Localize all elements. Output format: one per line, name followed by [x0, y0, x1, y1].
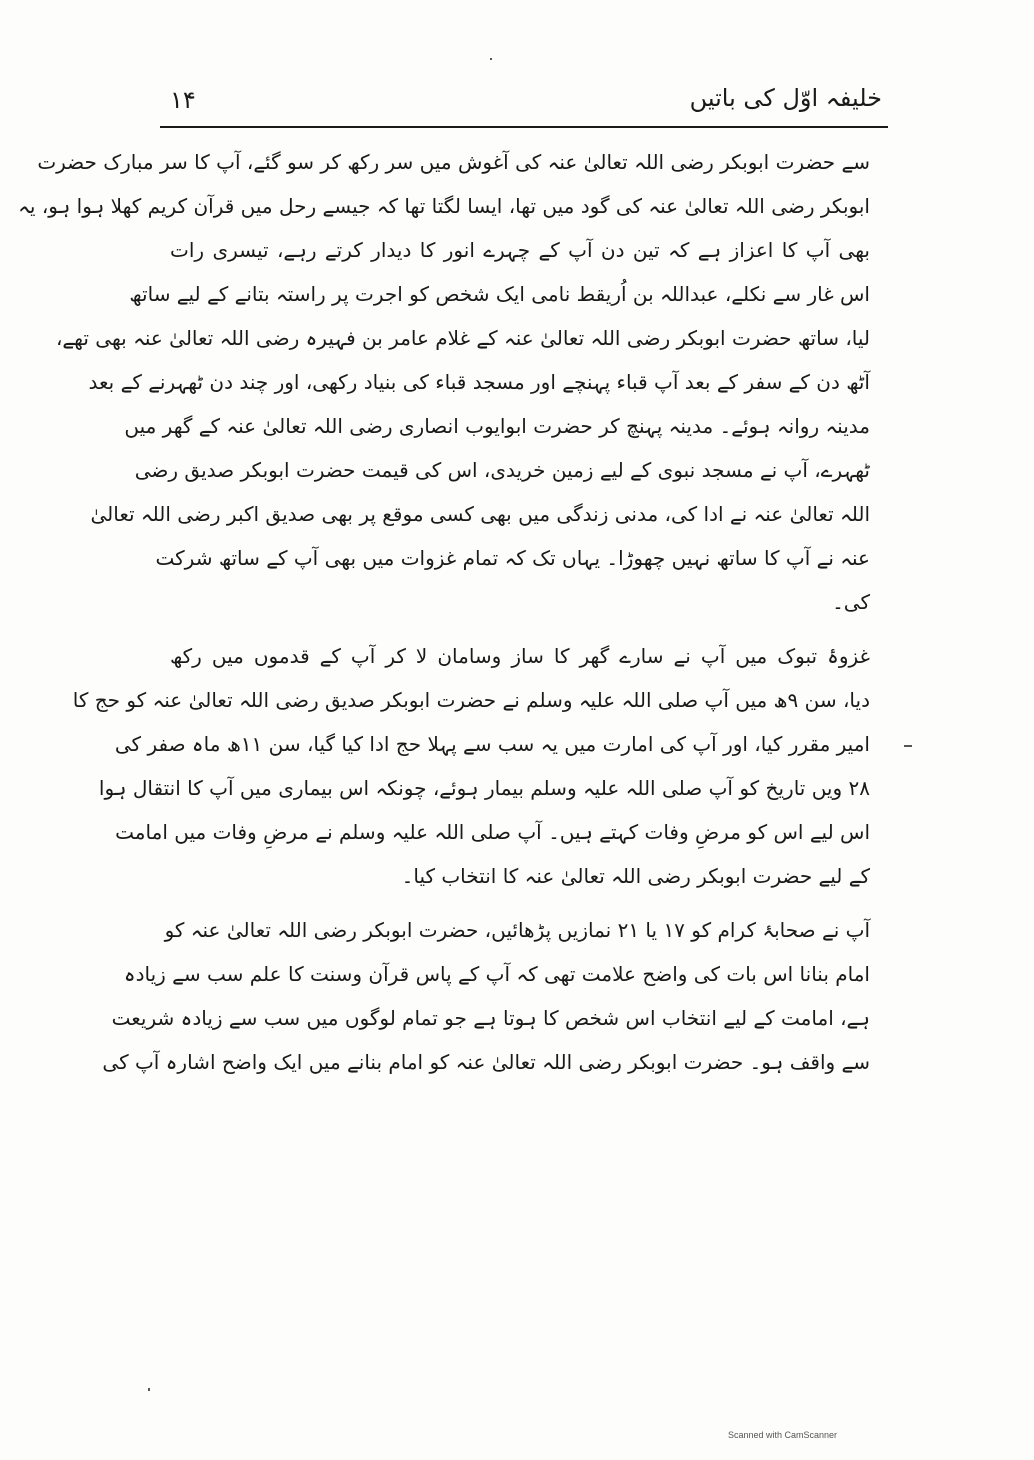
page-number: ۱۴: [170, 86, 196, 114]
text-line: سے واقف ہو۔ حضرت ابوبکر رضی اللہ تعالیٰ عنہ کو امام بنانے میں ایک واضح اشارہ آپ کی: [102, 1050, 870, 1074]
page-header: [160, 82, 888, 122]
text-line: بھی آپ کا اعزاز ہے کہ تین دن آپ کے چہرے انور کا دیدار کرتے رہے، تیسری رات: [170, 238, 870, 262]
scan-speck: [148, 1388, 150, 1391]
text-line: آٹھ دن کے سفر کے بعد آپ قباء پہنچے اور مسجد قباء کی بنیاد رکھی، اور چند دن ٹھہرنے کے بعد: [88, 370, 870, 394]
text-line: دیا، سن ۹ھ میں آپ صلی اللہ علیہ وسلم نے حضرت ابوبکر صدیق رضی اللہ تعالیٰ عنہ کو حج کا: [72, 688, 870, 712]
text-line: ۲۸ ویں تاریخ کو آپ صلی اللہ علیہ وسلم بیمار ہوئے، چونکہ اس بیماری میں آپ کا انتقال ہوا: [98, 776, 870, 800]
text-line: ابوبکر رضی اللہ تعالیٰ عنہ کی گود میں تھا، ایسا لگتا تھا کہ جیسے رحل میں قرآن کریم کھلا ہوا ہو، یہ: [18, 194, 870, 218]
text-line: عنہ نے آپ کا ساتھ نہیں چھوڑا۔ یہاں تک کہ تمام غزوات میں بھی آپ کے ساتھ شرکت: [155, 546, 870, 570]
text-line: اللہ تعالیٰ عنہ نے ادا کی، مدنی زندگی میں بھی کسی موقع پر بھی صدیق اکبر رضی اللہ تعالیٰ: [90, 502, 870, 526]
text-line: ہے، امامت کے لیے انتخاب اس شخص کا ہوتا ہے جو تمام لوگوں میں سب سے زیادہ شریعت: [111, 1006, 870, 1030]
text-line: امیر مقرر کیا، اور آپ کی امارت میں یہ سب سے پہلا حج ادا کیا گیا، سن ۱۱ھ ماہ صفر کی: [114, 732, 870, 756]
scan-speck: [490, 58, 492, 60]
text-line: لیا، ساتھ حضرت ابوبکر رضی اللہ تعالیٰ عنہ کے غلام عامر بن فہیرہ رضی اللہ تعالیٰ عنہ بھی تھے،: [55, 326, 870, 350]
body-text: [18, 140, 870, 1084]
text-line: اس غار سے نکلے، عبداللہ بن اُریقط نامی ایک شخص کو اجرت پر راستہ بتانے کے لیے ساتھ: [129, 282, 870, 306]
header-rule: [160, 126, 888, 128]
text-line: مدینہ روانہ ہوئے۔ مدینہ پہنچ کر حضرت ابوایوب انصاری رضی اللہ تعالیٰ عنہ کے گھر میں: [124, 414, 870, 438]
paragraph-2: [72, 634, 870, 898]
paragraph-gap: [170, 624, 870, 634]
paragraph-3: [102, 908, 870, 1084]
text-line: آپ نے صحابۂ کرام کو ۱۷ یا ۲۱ نمازیں پڑھائیں، حضرت ابوبکر رضی اللہ تعالیٰ عنہ کو: [164, 918, 870, 942]
scanner-watermark: Scanned with CamScanner: [728, 1430, 838, 1440]
text-line: غزوۂ تبوک میں آپ نے سارے گھر کا ساز وسامان لا کر آپ کے قدموں میں رکھ: [170, 644, 870, 668]
book-title: خلیفہ اوّل کی باتیں: [689, 84, 882, 112]
scan-speck: [904, 745, 912, 747]
paragraph-gap: [170, 898, 870, 908]
text-line: اس لیے اس کو مرضِ وفات کہتے ہیں۔ آپ صلی اللہ علیہ وسلم نے مرضِ وفات میں امامت: [115, 820, 870, 844]
text-line: ٹھہرے، آپ نے مسجد نبوی کے لیے زمین خریدی، اس کی قیمت حضرت ابوبکر صدیق رضی: [134, 458, 870, 482]
paragraph-1: [18, 140, 870, 624]
text-line: کے لیے حضرت ابوبکر رضی اللہ تعالیٰ عنہ کا انتخاب کیا۔: [401, 864, 870, 888]
text-line: امام بنانا اس بات کی واضح علامت تھی کہ آپ کے پاس قرآن وسنت کا علم سب سے زیادہ: [123, 962, 870, 986]
text-line: سے حضرت ابوبکر رضی اللہ تعالیٰ عنہ کی آغوش میں سر رکھ کر سو گئے، آپ کا سر مبارک حضرت: [37, 150, 870, 174]
text-line: کی۔: [832, 590, 870, 614]
